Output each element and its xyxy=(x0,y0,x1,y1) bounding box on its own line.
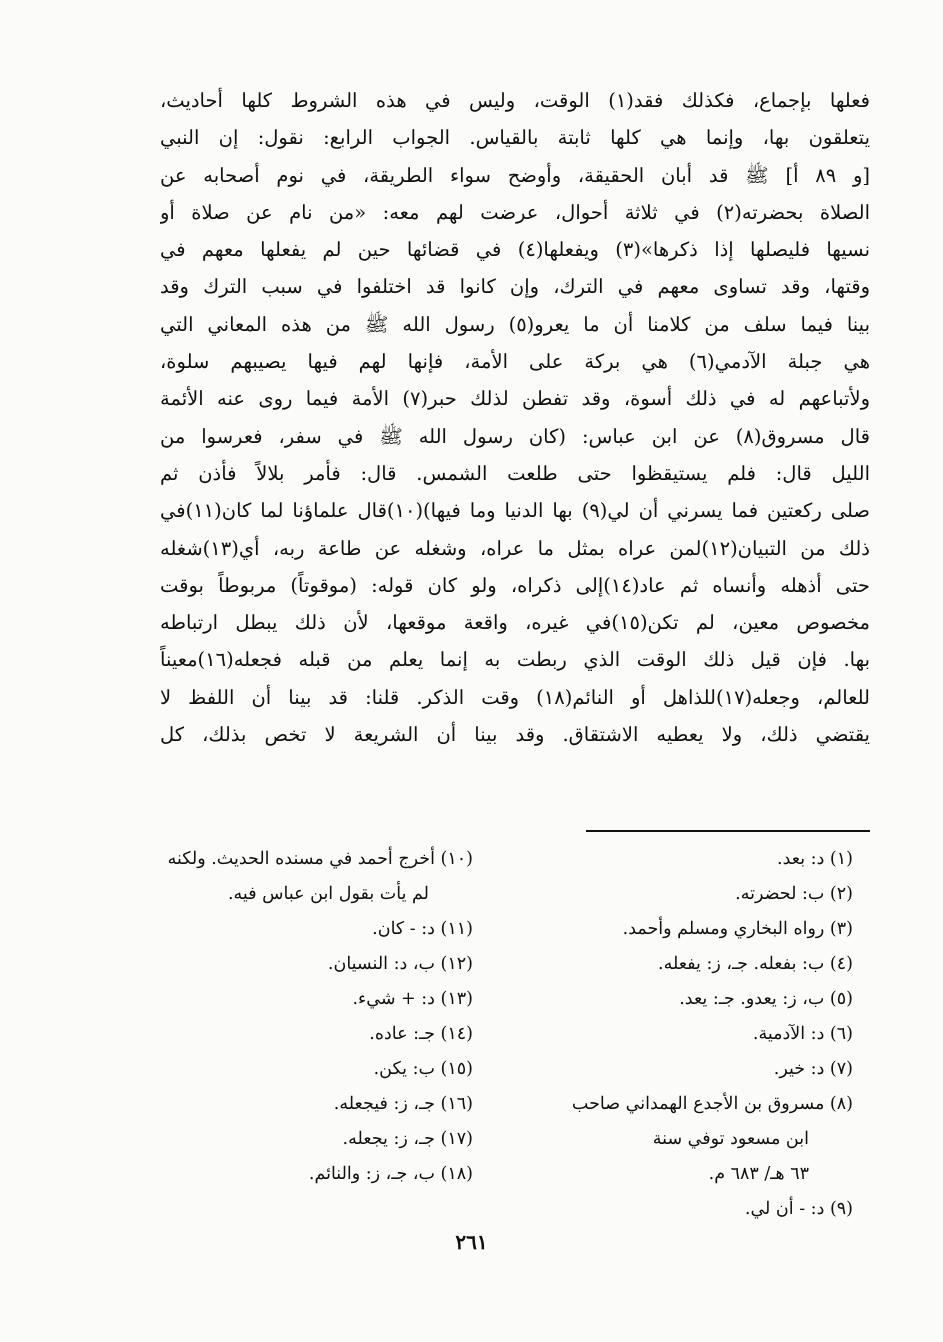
text-line: يتعلقون بها، وإنما هي كلها ثابتة بالقياس. الجواب الرابع: نقول: إن النبي xyxy=(160,126,870,150)
main-text xyxy=(160,82,870,753)
footnote: (١٦) جـ، ز: فيجعله. xyxy=(333,1094,473,1114)
text-line: ذلك من التبيان(١٢)لمن عراه بمثل ما عراه، وشغله عن طاعة ربه، أي(١٣)شغله xyxy=(160,536,870,560)
text-line: وقتها، وقد تساوى معهم في الترك، وإن كانوا قد اختلفوا في سبب الترك وقد xyxy=(160,275,870,299)
footnote: (١٤) جـ: عاده. xyxy=(369,1024,473,1044)
footnote: (٤) ب: بفعله. جـ، ز: يفعله. xyxy=(658,954,853,974)
footnote: (١٥) ب: يكن. xyxy=(373,1059,473,1079)
footnote: (٩) د: - أن لي. xyxy=(744,1199,853,1219)
text-line: مخصوص معين، لم تكن(١٥)في غيره، واقعة موقعها، لأن ذلك يبطل ارتباطه xyxy=(160,611,870,635)
text-line: فعلها بإجماع، فكذلك فقد(١) الوقت، وليس في هذه الشروط كلها أحاديث، xyxy=(160,89,870,112)
footnote: (١٧) جـ، ز: يجعله. xyxy=(342,1129,473,1149)
text-line: الليل قال: فلم يستيقظوا حتى طلعت الشمس. قال: فأمر بلالاً فأذن ثم xyxy=(160,461,870,485)
footnote: (١١) د: - كان. xyxy=(372,919,473,939)
footnote: (٥) ب، ز: يعدو. جـ: يعد. xyxy=(679,989,853,1009)
footnotes-right-column xyxy=(523,842,853,1227)
text-line: يقتضي ذلك، ولا يعطيه الاشتقاق. وقد بينا أن الشريعة لا تخص بذلك، كل xyxy=(160,723,870,747)
text-line: الصلاة بحضرته(٢) في ثلاثة أحوال، عرضت لهم معه: «من نام عن صلاة أو xyxy=(160,200,870,224)
text-line: للعالم، وجعله(١٧)للذاهل أو النائم(١٨) وقت الذكر. قلنا: قد بينا أن اللفظ لا xyxy=(160,685,870,709)
footnote: (١٢) ب، د: النسيان. xyxy=(327,954,473,974)
text-line: صلى ركعتين فما يسرني أن لي(٩) بها الدنيا وما فيها)(١٠)قال علماؤنا لما كان(١١)في xyxy=(160,499,870,523)
footnote-continuation: ابن مسعود توفي سنة xyxy=(652,1129,809,1149)
footnote: (١٣) د: + شيء. xyxy=(352,989,473,1009)
footnote: (١٠) أخرج أحمد في مسنده الحديث. ولكنه xyxy=(167,849,473,869)
footnote: (٣) رواه البخاري ومسلم وأحمد. xyxy=(622,919,853,939)
footnotes-left-column xyxy=(133,842,473,1192)
footnote: (٦) د: الآدمية. xyxy=(752,1024,853,1044)
text-line: هي جبلة الآدمي(٦) هي بركة على الأمة، فإنها لهم فيها يصيبهم سلوة، xyxy=(160,350,870,374)
footnote: (٧) د: خير. xyxy=(773,1059,853,1079)
text-line: نسيها فليصلها إذا ذكرها»(٣) ويفعلها(٤) في قضائها حين لم يفعلها معهم في xyxy=(160,238,870,262)
footnote-continuation: ٦٣ هـ/ ٦٨٣ م. xyxy=(708,1164,809,1184)
text-line: ولأتباعهم له في ذلك أسوة، وقد تفطن لذلك حبر(٧) الأمة فيما روى عنه الأئمة xyxy=(160,387,870,411)
footnote-divider xyxy=(586,830,870,832)
footnote-continuation: لم يأت بقول ابن عباس فيه. xyxy=(227,884,429,904)
page-number: ٢٦١ xyxy=(455,1230,488,1254)
text-line: [و ٨٩ أ] ﷺ قد أبان الحقيقة، وأوضح سواء الطريقة، في نوم أصحابه عن xyxy=(160,163,870,187)
footnote: (١٨) ب، جـ، ز: والنائم. xyxy=(308,1164,473,1184)
footnote: (٢) ب: لحضرته. xyxy=(735,884,853,904)
text-line: بينا فيما سلف من كلامنا أن ما يعرو(٥) رسول الله ﷺ من هذه المعاني التي xyxy=(160,312,870,336)
text-line: قال مسروق(٨) عن ابن عباس: (كان رسول الله ﷺ في سفر، فعرسوا من xyxy=(160,424,870,448)
footnote: (١) د: بعد. xyxy=(777,849,853,869)
text-line: بها. فإن قيل ذلك الوقت الذي ربطت به إنما يعلم من قبله فجعله(١٦)معيناً xyxy=(160,648,870,672)
footnote: (٨) مسروق بن الأجدع الهمداني صاحب xyxy=(571,1094,853,1114)
text-line: حتى أذهله وأنساه ثم عاد(١٤)إلى ذكراه، ولو كان قوله: (موقوتاً) مربوطاً بوقت xyxy=(160,573,870,597)
